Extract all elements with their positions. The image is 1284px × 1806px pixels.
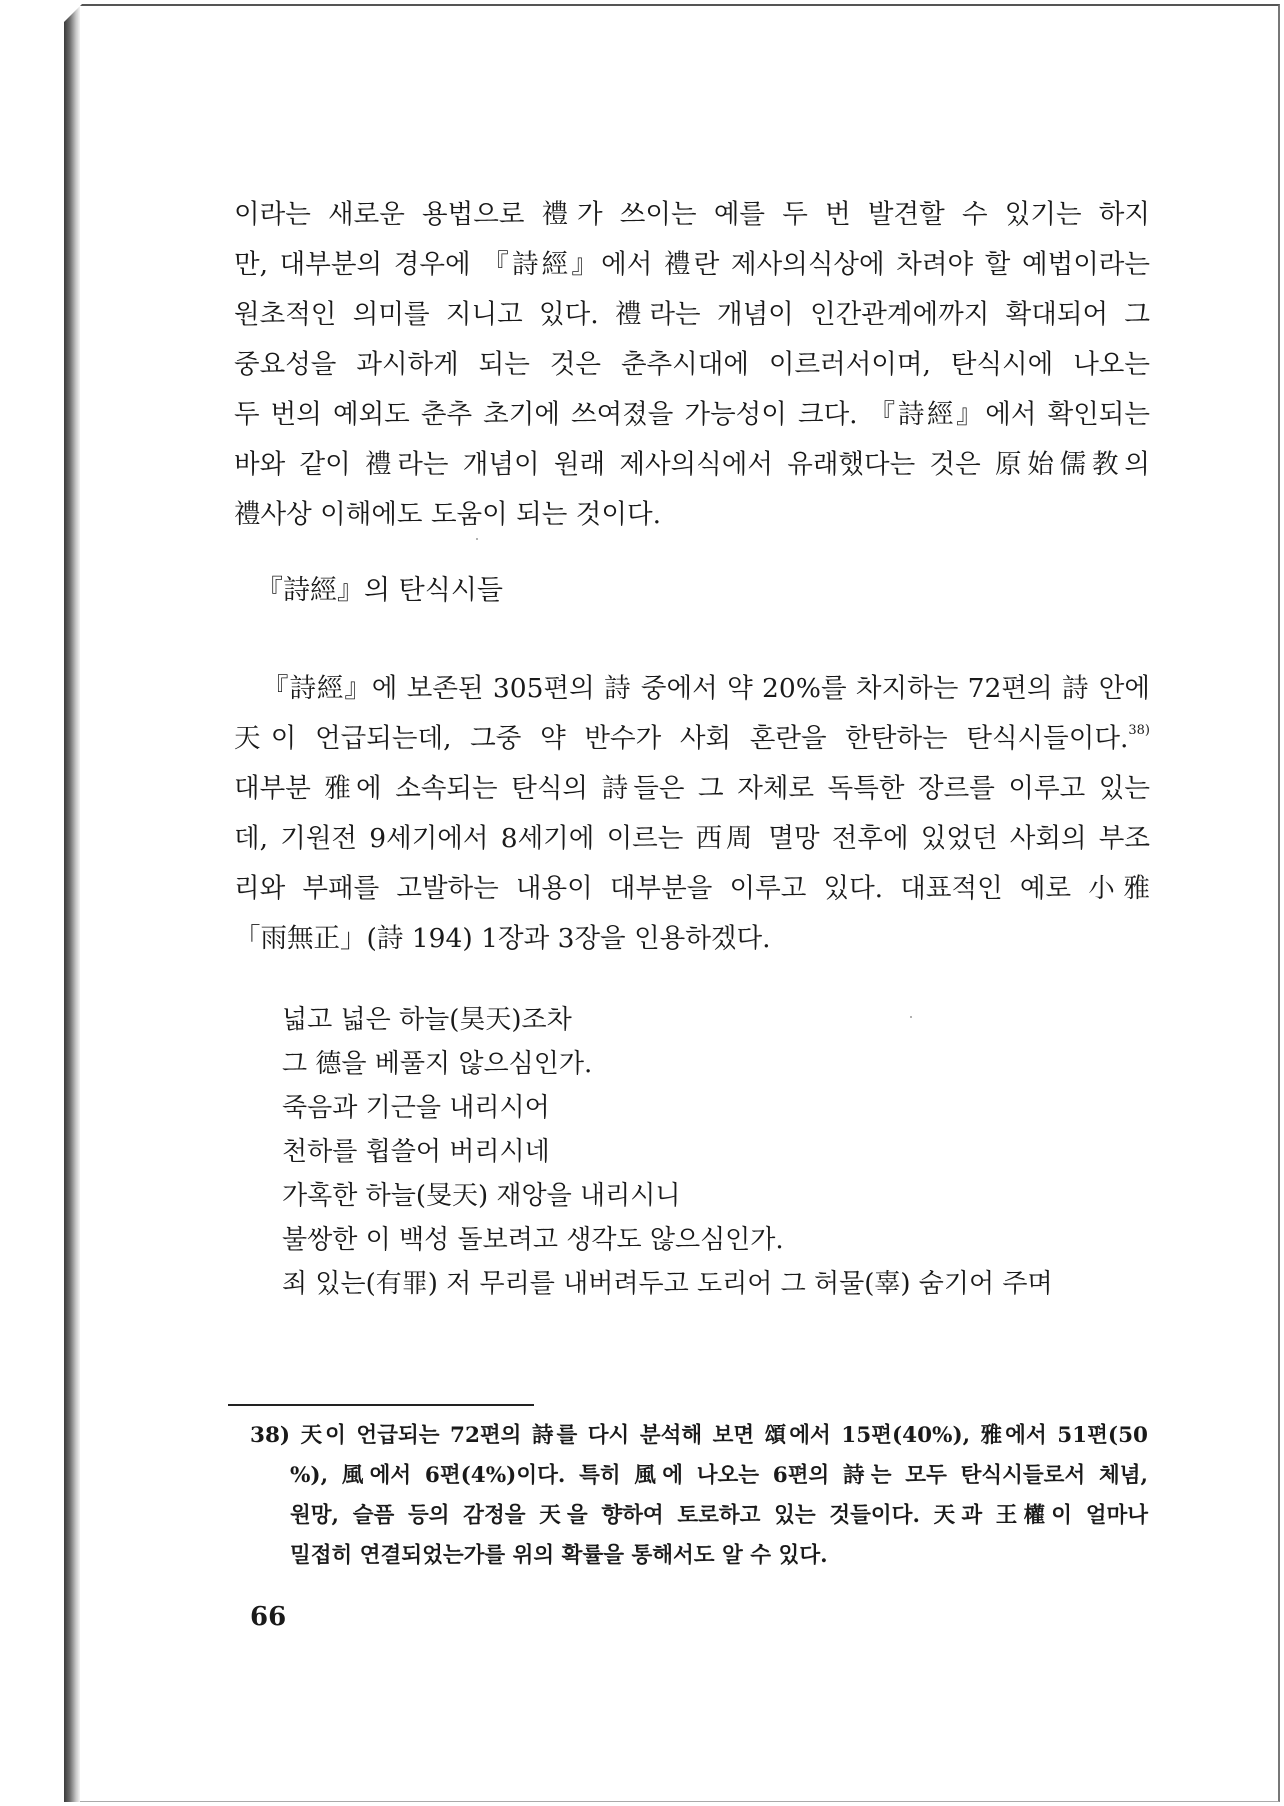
poem-line: 죽음과 기근을 내리시어 <box>282 1093 550 1123</box>
footnote-divider <box>228 1404 534 1406</box>
text-line-content: 天이 언급되는데, 그중 약 반수가 사회 혼란을 한탄하는 탄식시들이다. <box>234 723 1129 754</box>
poem-line: 죄 있는(有罪) 저 무리를 내버려두고 도리어 그 허물(辜) 숨기어 주며 <box>282 1269 1053 1299</box>
footnote-line: %), 風에서 6편(4%)이다. 특히 風에 나오는 6편의 詩는 모두 탄식시들로서 체념, <box>290 1463 1148 1488</box>
text-line-with-footnote <box>234 714 1150 764</box>
footnote-line: 원망, 슬픔 등의 감정을 天을 향하여 토로하고 있는 것들이다. 天과 王權이 얼마나 <box>290 1503 1148 1528</box>
text-line: 원초적인 의미를 지니고 있다. 禮라는 개념이 인간관계에까지 확대되어 그 <box>234 299 1150 330</box>
text-line: 데, 기원전 9세기에서 8세기에 이르는 西周 멸망 전후에 있었던 사회의 부조 <box>234 823 1150 854</box>
footnote-reference[interactable]: 38) <box>1128 723 1150 738</box>
body-paragraph-1 <box>234 190 1150 540</box>
footnote-line: 밀접히 연결되었는가를 위의 확률을 통해서도 알 수 있다. <box>290 1543 828 1568</box>
text-line: 중요성을 과시하게 되는 것은 춘추시대에 이르러서이며, 탄식시에 나오는 <box>234 349 1150 380</box>
text-line: 두 번의 예외도 춘추 초기에 쓰여졌을 가능성이 크다. 『詩經』에서 확인되는 <box>234 399 1150 430</box>
text-line: 대부분 雅에 소속되는 탄식의 詩들은 그 자체로 독특한 장르를 이루고 있는 <box>234 773 1150 804</box>
poem-line: 천하를 휩쓸어 버리시네 <box>282 1137 550 1167</box>
text-line: 만, 대부분의 경우에 『詩經』에서 禮란 제사의식상에 차려야 할 예법이라는 <box>234 249 1150 280</box>
poem-line: 그 德을 베풀지 않으심인가. <box>282 1049 593 1079</box>
poem-line: 가혹한 하늘(旻天) 재앙을 내리시니 <box>282 1181 681 1211</box>
body-paragraph-2 <box>234 664 1150 964</box>
section-heading: 『詩經』의 탄식시들 <box>256 575 503 606</box>
page-number: 66 <box>250 1602 287 1632</box>
footnote-38 <box>250 1416 1148 1576</box>
poem-line: 불쌍한 이 백성 돌보려고 생각도 않으심인가. <box>282 1225 784 1255</box>
footnote-line: 38) 天이 언급되는 72편의 詩를 다시 분석해 보면 頌에서 15편(40%), 雅에서 51편(50 <box>250 1423 1148 1448</box>
text-line: 禮사상 이해에도 도움이 되는 것이다. <box>234 499 662 530</box>
scan-speck <box>476 538 478 540</box>
page-corner <box>64 4 82 22</box>
text-line: 바와 같이 禮라는 개념이 원래 제사의식에서 유래했다는 것은 原始儒教의 <box>234 449 1150 480</box>
text-line: 「雨無正」(詩 194) 1장과 3장을 인용하겠다. <box>234 923 771 954</box>
poem-line: 넓고 넓은 하늘(昊天)조차 <box>282 1005 572 1035</box>
poem-quotation <box>282 998 1053 1306</box>
page-binding-edge <box>64 4 80 1802</box>
text-line: 리와 부패를 고발하는 내용이 대부분을 이루고 있다. 대표적인 예로 小雅 <box>234 873 1150 904</box>
text-line: 이라는 새로운 용법으로 禮가 쓰이는 예를 두 번 발견할 수 있기는 하지 <box>234 199 1150 230</box>
text-line: 『詩經』에 보존된 305편의 詩 중에서 약 20%를 차지하는 72편의 詩 안에 <box>262 673 1150 704</box>
